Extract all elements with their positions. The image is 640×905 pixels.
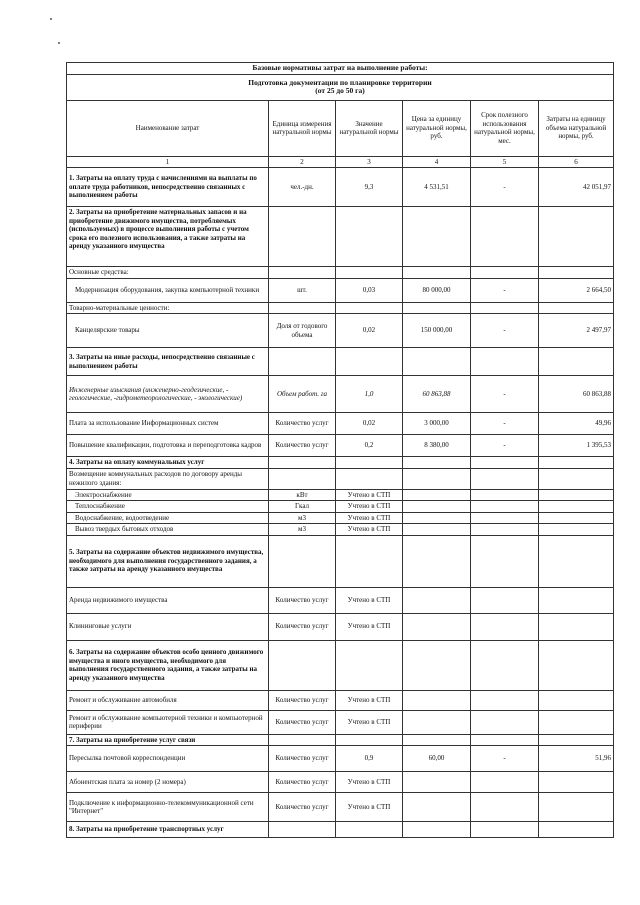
row-norm: Учтено в СТП (336, 524, 403, 536)
table-row (67, 376, 614, 413)
row-unit: шт. (269, 278, 336, 302)
col-header-price: Цена за единицу натуральной нормы, руб. (403, 100, 471, 156)
table-row (67, 690, 614, 710)
row-norm: Учтено в СТП (336, 489, 403, 501)
subsection-label: Основные средства: (67, 267, 269, 279)
row-norm: Учтено в СТП (336, 772, 403, 793)
row-norm: 9,3 (336, 168, 403, 207)
row-name: Канцелярские товары (67, 314, 269, 348)
section-row (67, 457, 614, 469)
row-norm: Учтено в СТП (336, 793, 403, 822)
row-norm: 0,03 (336, 278, 403, 302)
section-row (67, 535, 614, 587)
subsection-row (67, 468, 614, 489)
row-name: Абонентская плата за номер (2 номера) (67, 772, 269, 793)
row-unit: м3 (269, 524, 336, 536)
row-price: 60 863,88 (403, 376, 471, 413)
subtitle-line: Подготовка документации по планировке территории (248, 77, 432, 87)
table-row (67, 587, 614, 613)
subsection-label: Возмещение коммунальных расходов по договору аренды нежилого здания: (67, 468, 269, 489)
row-name: Инженерные изыскания (инженерно-геодезические, - геологические, -гидрометеорологические, - экологические) (67, 376, 269, 413)
row-name: 1. Затраты на оплату труда с начислениями на выплаты по оплате труда работников, непосредственно связанных с выполнением работы (67, 168, 269, 207)
table-row (67, 435, 614, 457)
row-norm: Учтено в СТП (336, 501, 403, 513)
row-term: - (471, 413, 539, 435)
norms-table (66, 62, 614, 838)
table-subtitle-row (67, 74, 614, 100)
table-row (67, 168, 614, 207)
row-norm: Учтено в СТП (336, 710, 403, 734)
row-price: 3 000,00 (403, 413, 471, 435)
row-unit: Количество услуг (269, 435, 336, 457)
row-name: Вывоз твердых бытовых отходов (67, 524, 269, 536)
section-title: 4. Затраты на оплату коммунальных услуг (67, 457, 269, 469)
section-row (67, 207, 614, 267)
row-unit: Количество услуг (269, 772, 336, 793)
row-norm: Учтено в СТП (336, 587, 403, 613)
table-title: Базовые нормативы затрат на выполнение работы: (67, 63, 614, 75)
row-unit: Количество услуг (269, 613, 336, 640)
row-norm: 1,0 (336, 376, 403, 413)
row-cost: 42 051,97 (539, 168, 614, 207)
row-unit: Объем работ. га (269, 376, 336, 413)
subsection-row (67, 267, 614, 279)
section-title: 8. Затраты на приобретение транспортных услуг (67, 822, 269, 838)
col-header-unit: Единица измерения натуральной нормы (269, 100, 336, 156)
row-unit: Количество услуг (269, 413, 336, 435)
row-name: Электроснабжение (67, 489, 269, 501)
section-title: 5. Затраты на содержание объектов недвижимого имущества, необходимого для выполнения государственного задания, а также затраты на аренду указанного имущества (67, 535, 269, 587)
table-row (67, 413, 614, 435)
section-row (67, 734, 614, 746)
row-cost: 2 664,50 (539, 278, 614, 302)
row-term: - (471, 168, 539, 207)
table-row (67, 524, 614, 536)
row-norm: 0,2 (336, 435, 403, 457)
row-term: - (471, 746, 539, 772)
row-price: 8 380,00 (403, 435, 471, 457)
section-title: 3. Затраты на иные расходы, непосредственно связанные с выполнением работы (67, 348, 269, 376)
section-title: 2. Затраты на приобретение материальных запасов и на приобретение движимого имущества, потребляемых (используемых) в процессе выполнения работы с учетом срока его полезного использования, а также затраты на аренду указанного имущества (67, 207, 269, 267)
row-unit: Количество услуг (269, 746, 336, 772)
col-number: 2 (269, 156, 336, 168)
row-unit: кВт (269, 489, 336, 501)
row-price: 80 000,00 (403, 278, 471, 302)
scan-speck (50, 18, 52, 20)
table-subtitle (67, 74, 614, 100)
row-term: - (471, 376, 539, 413)
row-norm: 0,02 (336, 314, 403, 348)
row-price: 60,00 (403, 746, 471, 772)
row-name: Аренда недвижимого имущества (67, 587, 269, 613)
row-cost: 2 497,97 (539, 314, 614, 348)
row-norm: Учтено в СТП (336, 512, 403, 524)
row-name: Пересылка почтовой корреспонденции (67, 746, 269, 772)
row-unit: Количество услуг (269, 710, 336, 734)
row-unit: Количество услуг (269, 587, 336, 613)
subsection-label: Товарно-материальные ценности: (67, 302, 269, 314)
row-norm: Учтено в СТП (336, 613, 403, 640)
col-number: 6 (539, 156, 614, 168)
row-name: Плата за использование Информационных систем (67, 413, 269, 435)
table-row (67, 512, 614, 524)
table-row (67, 772, 614, 793)
table-title-row (67, 63, 614, 75)
subsection-row (67, 302, 614, 314)
table-row (67, 501, 614, 513)
column-number-row (67, 156, 614, 168)
row-cost: 60 863,88 (539, 376, 614, 413)
header-row (67, 100, 614, 156)
row-name: Клининговые услуги (67, 613, 269, 640)
row-name: Модернизация оборудования, закупка компьютерной техники (67, 278, 269, 302)
section-row (67, 822, 614, 838)
col-number: 5 (471, 156, 539, 168)
section-row (67, 640, 614, 690)
col-header-name: Наименование затрат (67, 100, 269, 156)
table-row (67, 746, 614, 772)
row-norm: Учтено в СТП (336, 690, 403, 710)
table-row (67, 710, 614, 734)
row-price: 4 531,51 (403, 168, 471, 207)
row-price: 150 000,00 (403, 314, 471, 348)
table-row (67, 314, 614, 348)
row-norm: 0,02 (336, 413, 403, 435)
row-name: Теплоснабжение (67, 501, 269, 513)
table-row (67, 793, 614, 822)
row-unit: Гкал (269, 501, 336, 513)
row-unit: чел.-дн. (269, 168, 336, 207)
section-title: 6. Затраты на содержание объектов особо ценного движимого имущества и иного имущества, необходимого для выполнения государственного задания, а также затраты на аренду указанного имущества (67, 640, 269, 690)
col-header-norm: Значение натуральной нормы (336, 100, 403, 156)
col-number: 4 (403, 156, 471, 168)
col-header-term: Срок полезного использования натуральной нормы, мес. (471, 100, 539, 156)
section-title: 7. Затраты на приобретение услуг связи (67, 734, 269, 746)
row-term: - (471, 314, 539, 348)
row-norm: 0,9 (336, 746, 403, 772)
row-term: - (471, 278, 539, 302)
row-term: - (471, 435, 539, 457)
col-header-cost: Затраты на единицу объема натуральной нормы, руб. (539, 100, 614, 156)
row-name: Водоснабжение, водоотведение (67, 512, 269, 524)
row-name: Ремонт и обслуживание компьютерной техники и компьютерной периферии (67, 710, 269, 734)
row-unit: Доля от годового объема (269, 314, 336, 348)
scan-speck (58, 42, 60, 44)
table-row (67, 613, 614, 640)
subtitle-range: (от 25 до 50 га) (315, 86, 365, 95)
table-row (67, 489, 614, 501)
section-row (67, 348, 614, 376)
row-name: Подключение к информационно-телекоммуникационной сети "Интернет" (67, 793, 269, 822)
row-name: Повышение квалификации, подготовка и переподготовка кадров (67, 435, 269, 457)
row-unit: Количество услуг (269, 690, 336, 710)
row-cost: 1 395,53 (539, 435, 614, 457)
row-unit: м3 (269, 512, 336, 524)
row-cost: 49,96 (539, 413, 614, 435)
row-cost: 51,96 (539, 746, 614, 772)
row-unit: Количество услуг (269, 793, 336, 822)
col-number: 3 (336, 156, 403, 168)
col-number: 1 (67, 156, 269, 168)
table-row (67, 278, 614, 302)
row-name: Ремонт и обслуживание автомобиля (67, 690, 269, 710)
